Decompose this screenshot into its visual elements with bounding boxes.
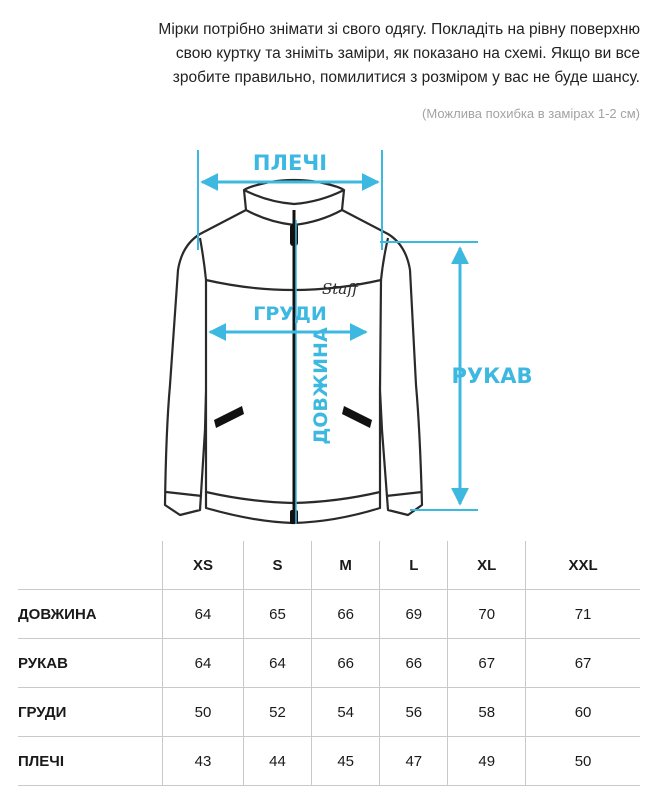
brand-logo: Staff — [322, 280, 358, 298]
shoulders-label: ПЛЕЧІ — [252, 151, 328, 175]
intro-line-3: зробите правильно, помилитися з розміром у вас не буде шансу. — [172, 69, 640, 86]
row-label: ПЛЕЧІ — [18, 737, 163, 786]
table-cell: 66 — [312, 590, 380, 639]
table-row — [18, 590, 640, 639]
table-cell: 58 — [448, 688, 526, 737]
length-label: ДОВЖИНА — [310, 327, 332, 445]
size-header: XXL — [526, 541, 640, 590]
size-header: S — [243, 541, 311, 590]
table-cell: 65 — [243, 590, 311, 639]
table-row — [18, 737, 640, 786]
jacket-measurement-diagram — [0, 130, 658, 540]
chest-label: ГРУДИ — [253, 303, 327, 325]
size-header-row — [18, 541, 640, 590]
table-cell: 50 — [163, 688, 244, 737]
measurement-error-note: (Можлива похибка в замірах 1-2 см) — [422, 106, 640, 121]
table-cell: 47 — [380, 737, 448, 786]
header-corner — [18, 541, 163, 590]
table-cell: 67 — [526, 639, 640, 688]
table-cell: 43 — [163, 737, 244, 786]
table-cell: 52 — [243, 688, 311, 737]
table-cell: 45 — [312, 737, 380, 786]
sleeve-label: РУКАВ — [451, 364, 533, 388]
table-row — [18, 688, 640, 737]
intro-line-2: свою куртку та зніміть заміри, як показано на схемі. Якщо ви все — [175, 45, 640, 62]
zipper — [290, 210, 298, 524]
table-row — [18, 639, 640, 688]
table-cell: 49 — [448, 737, 526, 786]
size-header: XL — [448, 541, 526, 590]
intro-line-1: Мірки потрібно знімати зі свого одягу. Покладіть на рівну поверхню — [158, 21, 640, 38]
size-header: M — [312, 541, 380, 590]
table-cell: 71 — [526, 590, 640, 639]
table-cell: 66 — [312, 639, 380, 688]
table-cell: 64 — [163, 590, 244, 639]
table-cell: 44 — [243, 737, 311, 786]
row-label: ДОВЖИНА — [18, 590, 163, 639]
table-cell: 66 — [380, 639, 448, 688]
table-cell: 64 — [243, 639, 311, 688]
row-label: РУКАВ — [18, 639, 163, 688]
intro-text — [30, 18, 640, 90]
table-cell: 50 — [526, 737, 640, 786]
size-table — [18, 541, 640, 786]
table-cell: 56 — [380, 688, 448, 737]
table-cell: 70 — [448, 590, 526, 639]
table-cell: 69 — [380, 590, 448, 639]
table-cell: 60 — [526, 688, 640, 737]
size-header: XS — [163, 541, 244, 590]
table-cell: 54 — [312, 688, 380, 737]
row-label: ГРУДИ — [18, 688, 163, 737]
table-cell: 64 — [163, 639, 244, 688]
size-header: L — [380, 541, 448, 590]
table-cell: 67 — [448, 639, 526, 688]
